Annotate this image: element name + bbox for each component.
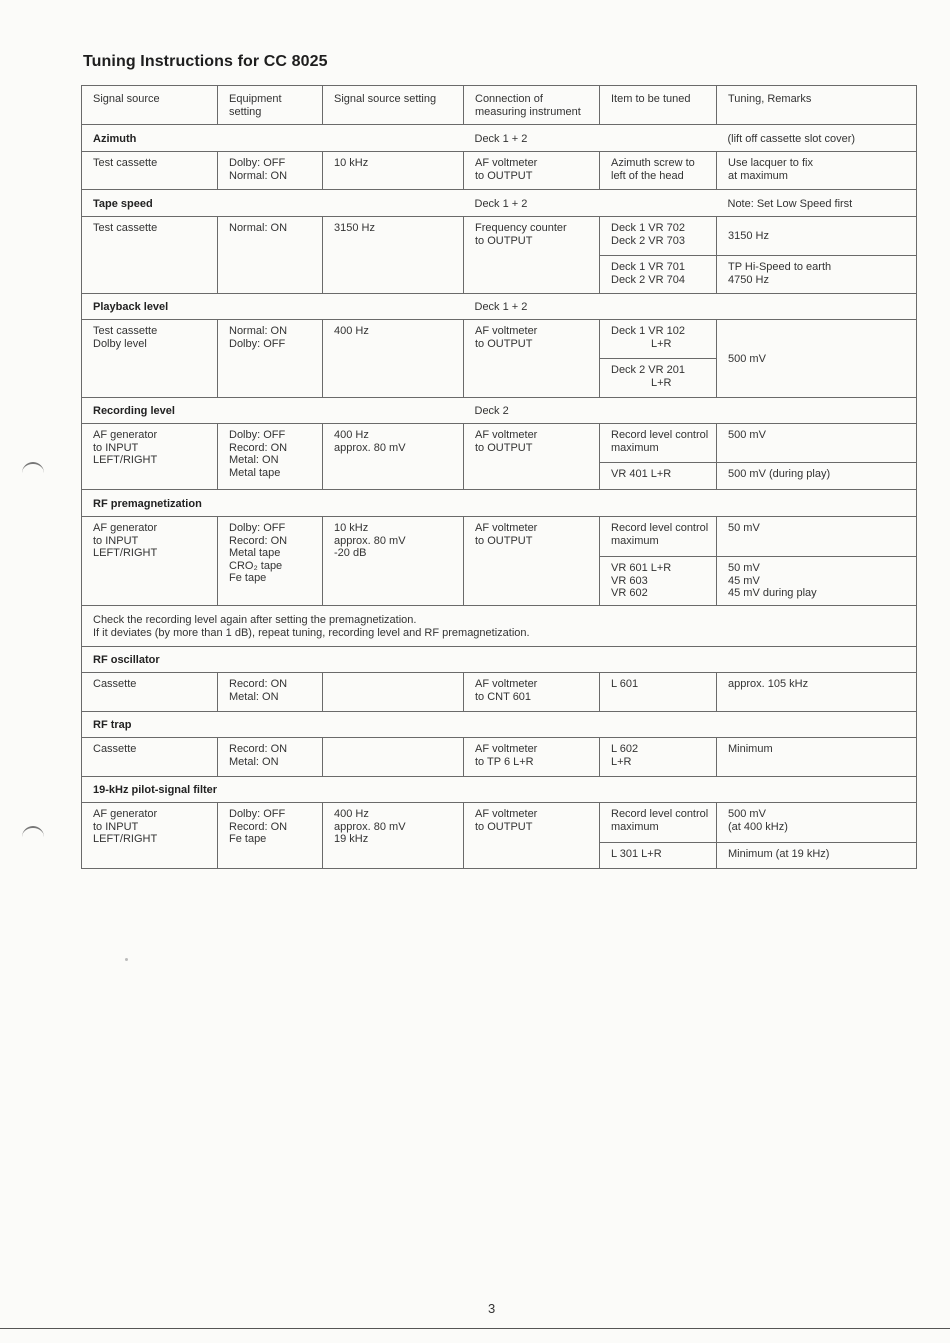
cell-setting xyxy=(323,673,464,712)
section-title: Tape speed xyxy=(93,197,153,210)
cell-equipment: Dolby: OFF Record: ON Metal: ON Metal tape xyxy=(218,424,323,490)
section-rf-trap xyxy=(82,712,917,738)
table-row xyxy=(82,152,917,190)
item-line: Deck 2 VR 201 xyxy=(611,364,685,376)
header-signal-source-setting: Signal source setting xyxy=(323,86,464,125)
section-azimuth xyxy=(82,125,917,152)
cell-equipment: Dolby: OFF Normal: ON xyxy=(218,152,323,190)
table-row xyxy=(82,673,917,712)
note-row xyxy=(82,606,917,647)
cell-item: VR 401 L+R xyxy=(600,463,717,490)
cell-remarks: Minimum (at 19 kHz) xyxy=(717,843,917,869)
cell-connection: AF voltmeter to OUTPUT xyxy=(464,152,600,190)
cell-setting: 400 Hz approx. 80 mV xyxy=(323,424,464,490)
cell-connection: AF voltmeter to CNT 601 xyxy=(464,673,600,712)
cell-source: Cassette xyxy=(82,738,218,777)
header-equipment-setting: Equipment setting xyxy=(218,86,323,125)
cell-item: Deck 1 VR 701 Deck 2 VR 704 xyxy=(600,256,717,294)
table-row xyxy=(82,320,917,359)
cell-remarks: 500 mV (during play) xyxy=(717,463,917,490)
cell-setting xyxy=(323,738,464,777)
cell-setting: 400 Hz approx. 80 mV 19 kHz xyxy=(323,803,464,869)
premag-note: Check the recording level again after setting the premagnetization. If it deviates (by more than 1 dB), repeat tuning, recording level and RF premagnetization. xyxy=(82,606,917,647)
cell-item xyxy=(600,320,717,359)
cell-connection: AF voltmeter to OUTPUT xyxy=(464,803,600,869)
cell-item: Record level control maximum xyxy=(600,803,717,843)
table-row xyxy=(82,517,917,557)
header-row xyxy=(82,86,917,125)
binder-mark xyxy=(22,462,44,474)
table-row xyxy=(82,424,917,463)
section-pilot-filter xyxy=(82,777,917,803)
section-title: RF oscillator xyxy=(93,654,160,667)
cell-setting: 10 kHz xyxy=(323,152,464,190)
cell-remarks: 50 mV 45 mV 45 mV during play xyxy=(717,557,917,606)
item-line: L+R xyxy=(651,337,672,350)
section-note: (lift off cassette slot cover) xyxy=(727,132,856,145)
section-deck: Deck 1 + 2 xyxy=(474,197,528,210)
cell-source: Test cassette xyxy=(82,152,218,190)
cell-remarks: 500 mV xyxy=(717,424,917,463)
cell-remarks: approx. 105 kHz xyxy=(717,673,917,712)
cell-source: AF generator to INPUT LEFT/RIGHT xyxy=(82,517,218,606)
bottom-rule xyxy=(0,1328,950,1329)
section-tape-speed xyxy=(82,190,917,217)
cell-remarks: 50 mV xyxy=(717,517,917,557)
page-number: 3 xyxy=(488,1301,496,1316)
cell-setting: 10 kHz approx. 80 mV -20 dB xyxy=(323,517,464,606)
cell-remarks: 3150 Hz xyxy=(717,217,917,256)
tuning-table xyxy=(81,85,917,869)
cell-remarks: Minimum xyxy=(717,738,917,777)
header-connection: Connection of measuring instrument xyxy=(464,86,600,125)
cell-remarks: 500 mV (at 400 kHz) xyxy=(717,803,917,843)
cell-connection: AF voltmeter to OUTPUT xyxy=(464,320,600,398)
cell-equipment: Normal: ON Dolby: OFF xyxy=(218,320,323,398)
cell-source: Test cassette Dolby level xyxy=(82,320,218,398)
header-item: Item to be tuned xyxy=(600,86,717,125)
section-title: RF trap xyxy=(93,719,132,732)
cell-connection: Frequency counter to OUTPUT xyxy=(464,217,600,294)
cell-equipment: Dolby: OFF Record: ON Fe tape xyxy=(218,803,323,869)
cell-equipment: Record: ON Metal: ON xyxy=(218,673,323,712)
cell-item: L 602 L+R xyxy=(600,738,717,777)
cell-remarks: 500 mV xyxy=(717,320,917,398)
cell-equipment: Dolby: OFF Record: ON Metal tape CRO₂ tape Fe tape xyxy=(218,517,323,606)
section-title: Playback level xyxy=(93,301,169,314)
table-row xyxy=(82,738,917,777)
cell-equipment: Record: ON Metal: ON xyxy=(218,738,323,777)
section-rf-premagnetization xyxy=(82,490,917,517)
cell-equipment: Normal: ON xyxy=(218,217,323,294)
cell-remarks: Use lacquer to fix at maximum xyxy=(717,152,917,190)
header-signal-source: Signal source xyxy=(82,86,218,125)
cell-item: Record level control maximum xyxy=(600,517,717,557)
table-row xyxy=(82,217,917,256)
cell-item: Record level control maximum xyxy=(600,424,717,463)
section-deck: Deck 2 xyxy=(474,405,509,418)
cell-item: Deck 1 VR 702 Deck 2 VR 703 xyxy=(600,217,717,256)
section-title: Recording level xyxy=(93,405,175,418)
cell-item: L 601 xyxy=(600,673,717,712)
section-title: 19-kHz pilot-signal filter xyxy=(93,784,218,797)
cell-setting: 3150 Hz xyxy=(323,217,464,294)
cell-source: AF generator to INPUT LEFT/RIGHT xyxy=(82,424,218,490)
item-line: Deck 1 VR 102 xyxy=(611,325,685,337)
table-row xyxy=(82,803,917,843)
cell-connection: AF voltmeter to OUTPUT xyxy=(464,517,600,606)
cell-item: VR 601 L+R VR 603 VR 602 xyxy=(600,557,717,606)
cell-setting: 400 Hz xyxy=(323,320,464,398)
cell-item xyxy=(600,359,717,398)
cell-source: Cassette xyxy=(82,673,218,712)
section-rf-oscillator xyxy=(82,647,917,673)
section-note: Note: Set Low Speed first xyxy=(727,197,853,210)
section-playback-level xyxy=(82,294,917,320)
cell-connection: AF voltmeter to TP 6 L+R xyxy=(464,738,600,777)
cell-source: Test cassette xyxy=(82,217,218,294)
section-deck: Deck 1 + 2 xyxy=(474,132,528,145)
cell-item: Azimuth screw to left of the head xyxy=(600,152,717,190)
cell-source: AF generator to INPUT LEFT/RIGHT xyxy=(82,803,218,869)
cell-item: L 301 L+R xyxy=(600,843,717,869)
scan-speck xyxy=(125,958,128,961)
binder-mark xyxy=(22,826,44,838)
item-line: L+R xyxy=(651,376,672,389)
header-remarks: Tuning, Remarks xyxy=(717,86,917,125)
section-title: RF premagnetization xyxy=(93,497,202,510)
cell-connection: AF voltmeter to OUTPUT xyxy=(464,424,600,490)
section-title: Azimuth xyxy=(93,132,137,145)
section-deck: Deck 1 + 2 xyxy=(474,301,528,314)
cell-remarks: TP Hi-Speed to earth 4750 Hz xyxy=(717,256,917,294)
page-title: Tuning Instructions for CC 8025 xyxy=(83,53,328,70)
section-recording-level xyxy=(82,398,917,424)
